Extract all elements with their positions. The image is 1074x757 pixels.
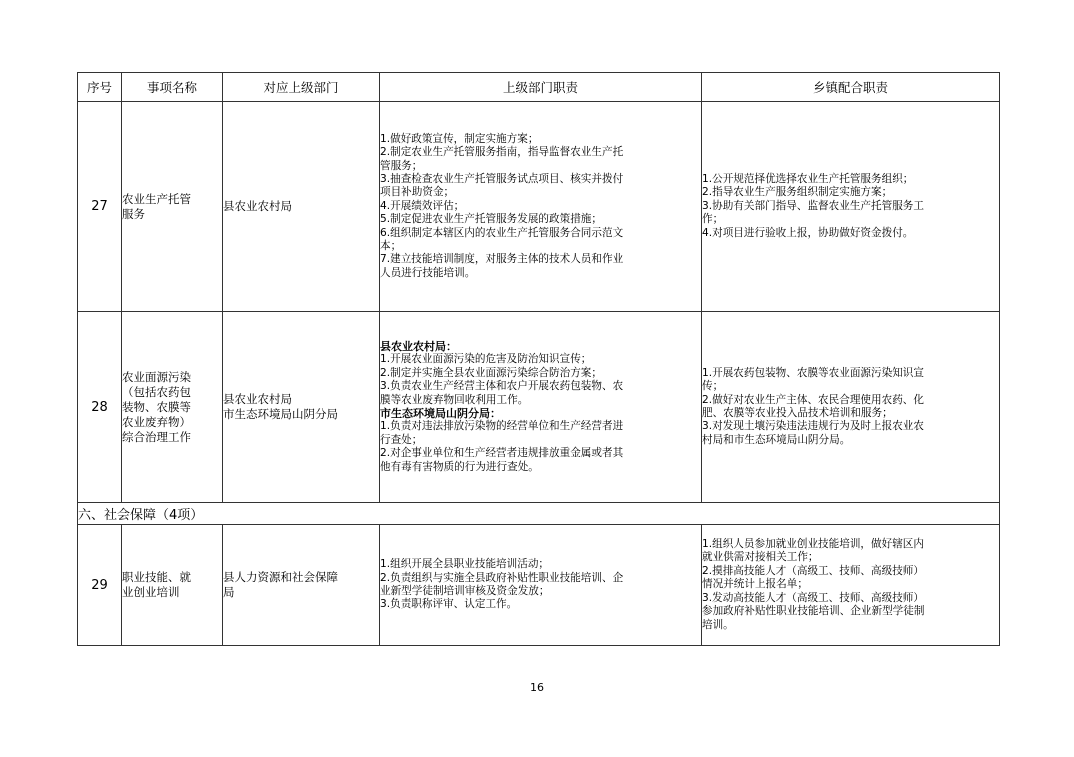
- item-name-line: （包括农药包: [122, 384, 191, 399]
- duty-line: 1.开展农业面源污染的危害及防治知识宣传；: [380, 353, 592, 366]
- duty-line: 2.制定并实施全县农业面源污染综合防治方案；: [380, 366, 602, 379]
- duty-line: 他有毒有害物质的行为进行查处。: [380, 460, 539, 473]
- town-duty-line: 传；: [702, 380, 724, 393]
- duty-line: 4.开展绩效评估；: [380, 199, 465, 212]
- section-title: 六、社会保障（4项）: [78, 503, 1000, 525]
- dept-line: 市生态环境局山阴分局: [223, 407, 338, 421]
- town-duty-line: 2.做好对农业生产主体、农民合理使用农药、化: [702, 393, 924, 406]
- duty-line: 3.抽查检查农业生产托管服务试点项目、核实并拨付: [380, 172, 624, 185]
- duty-line: 本；: [380, 240, 402, 253]
- upper-duty-cell: [380, 312, 702, 503]
- section-row: [78, 503, 1000, 525]
- town-duty-line: 参加政府补贴性职业技能培训、企业新型学徒制: [702, 605, 925, 618]
- duty-table: [77, 72, 1000, 646]
- duty-subheading: 县农业农村局：: [380, 339, 457, 353]
- town-duty-line: 培训。: [702, 618, 734, 631]
- table-row: [78, 525, 1000, 646]
- upper-dept-cell: [223, 102, 380, 312]
- item-name-cell: [122, 312, 223, 503]
- item-name-line: 业创业培训: [122, 585, 180, 599]
- town-duty-line: 肥、农膜等农业投入品技术培训和服务；: [702, 407, 893, 419]
- town-duty-line: 1.开展农药包装物、农膜等农业面源污染知识宣: [702, 366, 924, 379]
- duty-line: 行查处；: [380, 433, 423, 446]
- duty-line: 2.制定农业生产托管服务指南，指导监督农业生产托: [380, 146, 624, 159]
- page-number: 16: [530, 681, 544, 694]
- item-name-line: 农业废弃物）: [122, 414, 191, 429]
- duty-line: 人员进行技能培训。: [380, 266, 476, 279]
- header-upper-duty: 上级部门职责: [380, 73, 702, 102]
- upper-dept-cell: [223, 312, 380, 503]
- duty-line: 1.组织开展全县职业技能培训活动；: [380, 558, 550, 571]
- upper-duty-cell: [380, 102, 702, 312]
- item-name-cell: [122, 102, 223, 312]
- dept-line: 局: [223, 585, 235, 599]
- town-duty-line: 2.指导农业生产服务组织制定实施方案；: [702, 186, 893, 199]
- item-name-line: 综合治理工作: [122, 429, 191, 444]
- upper-dept-cell: [223, 525, 380, 646]
- duty-line: 业新型学徒制培训审核及资金发放；: [380, 585, 550, 597]
- duty-line: 7.建立技能培训制度，对服务主体的技术人员和作业: [380, 253, 624, 266]
- duty-line: 2.对企事业单位和生产经营者违规排放重金属或者其: [380, 447, 624, 460]
- dept-line: 县农业农村局: [223, 199, 292, 213]
- row-number: 28: [78, 312, 122, 503]
- item-name-line: 装物、农膜等: [122, 399, 191, 414]
- duty-line: 3.负责农业生产经营主体和农户开展农药包装物、农: [380, 380, 624, 393]
- item-name-cell: [122, 525, 223, 646]
- duty-line: 管服务；: [380, 159, 423, 172]
- duty-line: 6.组织制定本辖区内的农业生产托管服务合同示范文: [380, 226, 624, 239]
- duty-line: 1.负责对违法排放污染物的经营单位和生产经营者进: [380, 420, 624, 433]
- header-town-duty: 乡镇配合职责: [702, 73, 1000, 102]
- town-duty-line: 作；: [702, 213, 724, 226]
- table-row: [78, 312, 1000, 503]
- item-name-line: 服务: [122, 206, 145, 221]
- item-name-line: 农业面源污染: [122, 369, 191, 384]
- town-duty-line: 3.发动高技能人才（高级工、技师、高级技师）: [702, 591, 924, 604]
- upper-duty-cell: [380, 525, 702, 646]
- dept-line: 县农业农村局: [223, 392, 292, 406]
- duty-line: 膜等农业废弃物回收利用工作。: [380, 393, 529, 406]
- duty-line: 项目补助资金；: [380, 186, 455, 199]
- town-duty-line: 1.组织人员参加就业创业技能培训，做好辖区内: [702, 538, 924, 551]
- duty-line: 1.做好政策宣传，制定实施方案；: [380, 132, 539, 145]
- town-duty-line: 1.公开规范择优选择农业生产托管服务组织；: [702, 172, 914, 185]
- item-name-line: 农业生产托管: [122, 191, 191, 206]
- town-duty-line: 村局和市生态环境局山阴分局。: [702, 433, 851, 446]
- town-duty-line: 2.摸排高技能人才（高级工、技师、高级技师）: [702, 564, 924, 577]
- header-item-name: 事项名称: [122, 73, 223, 102]
- town-duty-line: 3.对发现土壤污染违法违规行为及时上报农业农: [702, 420, 924, 433]
- row-number: 29: [78, 525, 122, 646]
- town-duty-cell: [702, 525, 1000, 646]
- duty-line: 5.制定促进农业生产托管服务发展的政策措施；: [380, 213, 602, 226]
- town-duty-line: 3.协助有关部门指导、监督农业生产托管服务工: [702, 199, 924, 212]
- dept-line: 县人力资源和社会保障: [223, 570, 338, 584]
- duty-line: 3.负责职称评审、认定工作。: [380, 598, 518, 611]
- table-header-row: [78, 73, 1000, 102]
- town-duty-cell: [702, 312, 1000, 503]
- town-duty-cell: [702, 102, 1000, 312]
- duty-line: 2.负责组织与实施全县政府补贴性职业技能培训、企: [380, 571, 624, 584]
- town-duty-line: 情况并统计上报名单；: [702, 578, 808, 591]
- duty-subheading: 市生态环境局山阴分局：: [380, 407, 501, 420]
- town-duty-line: 就业供需对接相关工作；: [702, 551, 819, 564]
- row-number: 27: [78, 102, 122, 312]
- header-upper-dept: 对应上级部门: [223, 73, 380, 102]
- item-name-line: 职业技能、就: [122, 570, 191, 584]
- header-index: 序号: [78, 73, 122, 102]
- town-duty-line: 4.对项目进行验收上报，协助做好资金拨付。: [702, 226, 914, 239]
- table-row: [78, 102, 1000, 312]
